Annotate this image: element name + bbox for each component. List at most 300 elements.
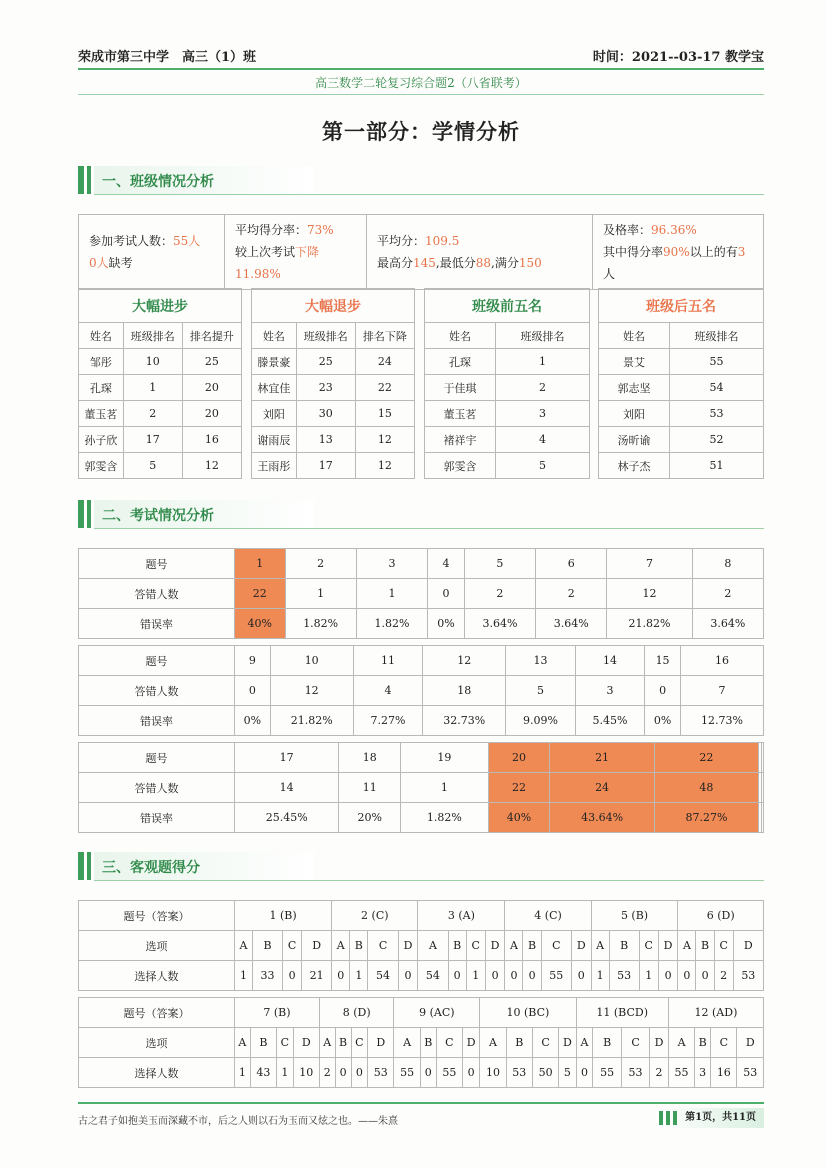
- choice-count: 0: [571, 961, 591, 991]
- cell: 55: [670, 349, 764, 375]
- cell: 11: [339, 773, 401, 803]
- option-letter: C: [714, 931, 733, 961]
- cell: 孙子欣: [79, 427, 124, 453]
- cell: 18: [339, 743, 401, 773]
- class-summary-table: [78, 214, 764, 290]
- column-header: 姓名: [79, 323, 124, 349]
- choice-count: 0: [420, 1058, 436, 1088]
- table-row: [425, 349, 590, 375]
- cell: 林子杰: [599, 453, 670, 479]
- option-letter: D: [293, 1028, 319, 1058]
- cell: 5: [123, 453, 182, 479]
- option-letter: B: [350, 931, 368, 961]
- option-letter: C: [711, 1028, 737, 1058]
- value: 0人: [89, 256, 109, 270]
- cell: 郭雯含: [79, 453, 124, 479]
- question-header: 8 (D): [319, 998, 394, 1028]
- option-letter: D: [485, 931, 505, 961]
- question-header: 12 (AD): [668, 998, 763, 1028]
- option-letter: D: [302, 931, 332, 961]
- choice-count: 50: [532, 1058, 558, 1088]
- value: 下降11.98%: [235, 245, 320, 281]
- option-letter: B: [335, 1028, 351, 1058]
- cell: 24: [550, 773, 654, 803]
- label: 较上次考试: [235, 245, 296, 259]
- cell: 87.27%: [654, 803, 758, 833]
- choice-count: 0: [448, 961, 466, 991]
- label: 以上的有: [689, 245, 738, 259]
- cell: 9.09%: [506, 706, 576, 736]
- section-marker: [87, 500, 91, 528]
- choice-count: 1: [277, 1058, 294, 1088]
- option-letter: A: [576, 1028, 593, 1058]
- table-row: [79, 609, 764, 639]
- cell: 12: [423, 646, 506, 676]
- summary-participants: [79, 215, 225, 290]
- cell: 1.82%: [285, 609, 356, 639]
- subtitle-divider: [78, 94, 764, 95]
- cell: 2: [536, 579, 607, 609]
- cell: 18: [423, 676, 506, 706]
- cell: 0%: [645, 706, 681, 736]
- choice-count: 55: [394, 1058, 420, 1088]
- option-letter: C: [532, 1028, 558, 1058]
- row-header: 题号: [79, 549, 235, 579]
- cell: 40%: [235, 609, 286, 639]
- cell: 22: [235, 579, 286, 609]
- choice-count: 53: [368, 1058, 394, 1088]
- top5-table: [424, 288, 590, 479]
- option-letter: A: [591, 931, 609, 961]
- label: 平均得分率：: [235, 223, 308, 237]
- cell: 2: [496, 375, 590, 401]
- cell: 孔琛: [425, 349, 496, 375]
- choice-count: 5: [559, 1058, 576, 1088]
- table-row: [79, 1058, 764, 1088]
- cell: 谢雨辰: [252, 427, 297, 453]
- cell: 0: [645, 676, 681, 706]
- progress-table: [78, 288, 242, 479]
- table-row: [425, 401, 590, 427]
- cell: 郭志坚: [599, 375, 670, 401]
- section-divider: [94, 880, 764, 881]
- cell: 20: [182, 375, 241, 401]
- option-letter: D: [559, 1028, 576, 1058]
- cell: 董玉茗: [79, 401, 124, 427]
- choice-count: 33: [252, 961, 282, 991]
- choice-count: 0: [463, 1058, 480, 1088]
- summary-pass-rate: [593, 215, 764, 290]
- option-letter: B: [506, 1028, 532, 1058]
- column-header: 排名提升: [182, 323, 241, 349]
- cell: 9: [235, 646, 271, 676]
- table-row: [79, 706, 764, 736]
- question-header: 4 (C): [505, 901, 591, 931]
- cell: 24: [355, 349, 414, 375]
- table-row: [79, 549, 764, 579]
- label: 参加考试人数：: [89, 234, 174, 248]
- cell: 22: [488, 773, 550, 803]
- table-row: [79, 676, 764, 706]
- choice-count: 3: [695, 1058, 711, 1088]
- cell: 1: [401, 773, 488, 803]
- question-header: 9 (AC): [394, 998, 480, 1028]
- question-header: 6 (D): [678, 901, 764, 931]
- table-row: [599, 453, 764, 479]
- option-letter: D: [658, 931, 678, 961]
- cell: 2: [285, 549, 356, 579]
- row-header: 题号: [79, 743, 235, 773]
- option-letter: A: [668, 1028, 694, 1058]
- choice-count: 53: [733, 961, 763, 991]
- cell: 52: [670, 427, 764, 453]
- cell: 51: [670, 453, 764, 479]
- choice-count: 10: [293, 1058, 319, 1088]
- choice-count: 0: [678, 961, 696, 991]
- cell: 3.64%: [464, 609, 535, 639]
- table-row: [599, 375, 764, 401]
- option-letter: A: [418, 931, 448, 961]
- table-row: [252, 453, 415, 479]
- cell: 郭雯含: [425, 453, 496, 479]
- option-letter: B: [252, 931, 282, 961]
- option-letter: A: [480, 1028, 506, 1058]
- choice-count: 2: [714, 961, 733, 991]
- option-letter: D: [571, 931, 591, 961]
- cell: 20: [182, 401, 241, 427]
- option-letter: C: [621, 1028, 649, 1058]
- cell: 21.82%: [270, 706, 353, 736]
- choice-count: 0: [351, 1058, 368, 1088]
- value: 145: [413, 256, 436, 270]
- option-letter: D: [368, 1028, 394, 1058]
- row-header: 选项: [79, 931, 235, 961]
- cell: 10: [123, 349, 182, 375]
- table-row: [425, 427, 590, 453]
- cell: 13: [506, 646, 576, 676]
- choice-count: 53: [621, 1058, 649, 1088]
- cell: 0: [428, 579, 465, 609]
- cell: 8: [692, 549, 763, 579]
- cell: 25: [296, 349, 355, 375]
- choice-count: 55: [593, 1058, 621, 1088]
- row-header: 题号（答案）: [79, 998, 235, 1028]
- choice-count: 0: [658, 961, 678, 991]
- section-label: 一、班级情况分析: [102, 174, 214, 190]
- option-letter: D: [463, 1028, 480, 1058]
- choice-count: 1: [466, 961, 485, 991]
- row-header: 选择人数: [79, 961, 235, 991]
- table-row: [252, 427, 415, 453]
- cell: 12: [355, 427, 414, 453]
- cell: 5: [496, 453, 590, 479]
- table-row: [79, 1028, 764, 1058]
- option-letter: C: [541, 931, 571, 961]
- footer-quote: 古之君子如抱美玉而深藏不市，后之人则以石为玉而又炫之也。——朱熹: [78, 1116, 398, 1127]
- row-header: 题号: [79, 646, 235, 676]
- page-marker: [673, 1111, 677, 1125]
- choice-count: 54: [418, 961, 448, 991]
- option-letter: B: [448, 931, 466, 961]
- row-header: 错误率: [79, 609, 235, 639]
- choice-count: 1: [591, 961, 609, 991]
- option-letter: B: [695, 1028, 711, 1058]
- cell: [761, 773, 763, 803]
- exam-table: [78, 645, 764, 736]
- exam-table: [78, 742, 764, 833]
- cell: 王雨彤: [252, 453, 297, 479]
- table-row: [425, 453, 590, 479]
- table-caption: 大幅进步: [79, 289, 242, 323]
- column-header: 排名下降: [355, 323, 414, 349]
- table-row: [425, 375, 590, 401]
- table-row: [252, 375, 415, 401]
- option-letter: B: [609, 931, 639, 961]
- question-header: 11 (BCD): [576, 998, 668, 1028]
- cell: 21.82%: [607, 609, 692, 639]
- cell: 1: [235, 549, 286, 579]
- question-header: 5 (B): [591, 901, 678, 931]
- section-heading-class: [78, 162, 764, 198]
- option-letter: D: [733, 931, 763, 961]
- option-letter: D: [737, 1028, 764, 1058]
- objective-table: [78, 900, 764, 991]
- question-header: 2 (C): [332, 901, 418, 931]
- choice-count: 16: [711, 1058, 737, 1088]
- table-row: [79, 901, 764, 931]
- cell: 16: [680, 646, 763, 676]
- value: 96.36%: [651, 223, 697, 237]
- cell: 11: [353, 646, 423, 676]
- exam-subtitle: 高三数学二轮复习综合题2（八省联考）: [315, 76, 527, 90]
- column-header: 班级排名: [296, 323, 355, 349]
- value: 150: [518, 256, 542, 270]
- option-letter: C: [368, 931, 398, 961]
- cell: 4: [353, 676, 423, 706]
- table-row: [79, 743, 764, 773]
- choice-count: 2: [650, 1058, 669, 1088]
- summary-avg-score: [367, 215, 593, 290]
- cell: 12: [607, 579, 692, 609]
- page-marker: [659, 1111, 663, 1125]
- cell: 12: [182, 453, 241, 479]
- section-heading-exam: [78, 496, 764, 532]
- choice-count: 1: [235, 1058, 251, 1088]
- cell: 13: [296, 427, 355, 453]
- choice-count: 0: [283, 961, 302, 991]
- choice-count: 2: [319, 1058, 335, 1088]
- cell: 25.45%: [235, 803, 339, 833]
- column-header: 班级排名: [496, 323, 590, 349]
- cell: 20%: [339, 803, 401, 833]
- row-header: 答错人数: [79, 773, 235, 803]
- row-header: 答错人数: [79, 579, 235, 609]
- table-row: [79, 427, 242, 453]
- option-letter: C: [466, 931, 485, 961]
- cell: 32.73%: [423, 706, 506, 736]
- table-row: [79, 401, 242, 427]
- table-row: [252, 401, 415, 427]
- choice-count: 1: [350, 961, 368, 991]
- cell: 0: [235, 676, 271, 706]
- option-letter: C: [639, 931, 658, 961]
- cell: 褚祥宇: [425, 427, 496, 453]
- table-row: [79, 453, 242, 479]
- choice-count: 21: [302, 961, 332, 991]
- cell: 14: [235, 773, 339, 803]
- footer-divider: [78, 1102, 764, 1104]
- option-letter: B: [593, 1028, 621, 1058]
- table-row: [599, 401, 764, 427]
- table-row: [79, 998, 764, 1028]
- table-row: [79, 961, 764, 991]
- cell: 1.82%: [401, 803, 488, 833]
- table-row: [79, 931, 764, 961]
- option-letter: D: [398, 931, 418, 961]
- cell: 3: [575, 676, 645, 706]
- label: 最高分: [377, 256, 414, 270]
- section-divider: [94, 528, 764, 529]
- column-header: 姓名: [252, 323, 297, 349]
- label: ,满分: [491, 256, 519, 270]
- cell: 5: [506, 676, 576, 706]
- table-row: [599, 349, 764, 375]
- cell: 5.45%: [575, 706, 645, 736]
- cell: 22: [654, 743, 758, 773]
- objective-table: [78, 997, 764, 1088]
- cell: 林宜佳: [252, 375, 297, 401]
- page-number-text: 第1页，共11页: [685, 1112, 756, 1123]
- cell: 19: [401, 743, 488, 773]
- value: 3: [737, 245, 746, 259]
- option-letter: B: [696, 931, 714, 961]
- table-caption: 班级后五名: [599, 289, 764, 323]
- choice-count: 0: [505, 961, 523, 991]
- table-row: [79, 646, 764, 676]
- cell: 7: [680, 676, 763, 706]
- choice-count: 53: [609, 961, 639, 991]
- column-header: 姓名: [599, 323, 670, 349]
- section-divider: [94, 194, 764, 195]
- choice-count: 1: [639, 961, 658, 991]
- choice-count: 55: [436, 1058, 462, 1088]
- option-letter: C: [351, 1028, 368, 1058]
- cell: 22: [355, 375, 414, 401]
- cell: 景艾: [599, 349, 670, 375]
- regress-table: [251, 288, 415, 479]
- cell: 1: [285, 579, 356, 609]
- table-row: [79, 773, 764, 803]
- option-letter: C: [436, 1028, 462, 1058]
- cell: 孔琛: [79, 375, 124, 401]
- section-marker: [78, 500, 84, 528]
- cell: 5: [464, 549, 535, 579]
- cell: 17: [235, 743, 339, 773]
- option-letter: B: [250, 1028, 276, 1058]
- choice-count: 0: [332, 961, 350, 991]
- cell: 17: [123, 427, 182, 453]
- cell: 15: [355, 401, 414, 427]
- table-row: [79, 803, 764, 833]
- table-row: [79, 375, 242, 401]
- row-header: 答错人数: [79, 676, 235, 706]
- value: 90%: [663, 245, 690, 259]
- school-class: 荣成市第三中学 高三（1）班: [78, 50, 257, 65]
- row-header: 错误率: [79, 706, 235, 736]
- cell: 12.73%: [680, 706, 763, 736]
- option-letter: A: [319, 1028, 335, 1058]
- table-caption: 大幅退步: [252, 289, 415, 323]
- section-label: 二、考试情况分析: [102, 508, 214, 524]
- cell: 12: [270, 676, 353, 706]
- option-letter: A: [394, 1028, 420, 1058]
- cell: 0%: [428, 609, 465, 639]
- option-letter: B: [420, 1028, 436, 1058]
- choice-count: 0: [523, 961, 541, 991]
- value: 55人: [173, 234, 201, 248]
- cell: 刘阳: [252, 401, 297, 427]
- page-header: [78, 46, 764, 68]
- choice-count: 10: [480, 1058, 506, 1088]
- choice-count: 55: [668, 1058, 694, 1088]
- cell: 4: [428, 549, 465, 579]
- option-letter: D: [650, 1028, 669, 1058]
- cell: 48: [654, 773, 758, 803]
- table-row: [79, 579, 764, 609]
- table-row: [252, 349, 415, 375]
- column-header: 姓名: [425, 323, 496, 349]
- cell: 3: [356, 549, 427, 579]
- option-letter: A: [332, 931, 350, 961]
- choice-count: 0: [398, 961, 418, 991]
- label: 及格率：: [603, 223, 652, 237]
- cell: 43.64%: [550, 803, 654, 833]
- option-letter: A: [235, 931, 253, 961]
- choice-count: 0: [696, 961, 714, 991]
- option-letter: C: [283, 931, 302, 961]
- choice-count: 0: [485, 961, 505, 991]
- label: 缺考: [108, 256, 133, 270]
- table-caption: 班级前五名: [425, 289, 590, 323]
- section-marker: [87, 852, 91, 880]
- cell: 1.82%: [356, 609, 427, 639]
- cell: 滕景豪: [252, 349, 297, 375]
- cell: 1: [496, 349, 590, 375]
- page-title: 第一部分：学情分析: [322, 119, 520, 144]
- choice-count: 53: [506, 1058, 532, 1088]
- question-header: 1 (B): [235, 901, 332, 931]
- cell: 3.64%: [692, 609, 763, 639]
- cell: 14: [575, 646, 645, 676]
- cell: 1: [123, 375, 182, 401]
- cell: 54: [670, 375, 764, 401]
- column-header: 班级排名: [123, 323, 182, 349]
- option-letter: C: [277, 1028, 294, 1058]
- value: 109.5: [425, 234, 460, 248]
- exam-table: [78, 548, 764, 639]
- choice-count: 55: [541, 961, 571, 991]
- cell: 7.27%: [353, 706, 423, 736]
- cell: 40%: [488, 803, 550, 833]
- cell: [761, 803, 763, 833]
- cell: 16: [182, 427, 241, 453]
- question-header: 7 (B): [235, 998, 320, 1028]
- exam-date: 时间：2021--03-17 教学宝: [592, 50, 764, 65]
- option-letter: B: [523, 931, 541, 961]
- choice-count: 43: [250, 1058, 276, 1088]
- choice-count: 1: [235, 961, 253, 991]
- row-header: 选项: [79, 1028, 235, 1058]
